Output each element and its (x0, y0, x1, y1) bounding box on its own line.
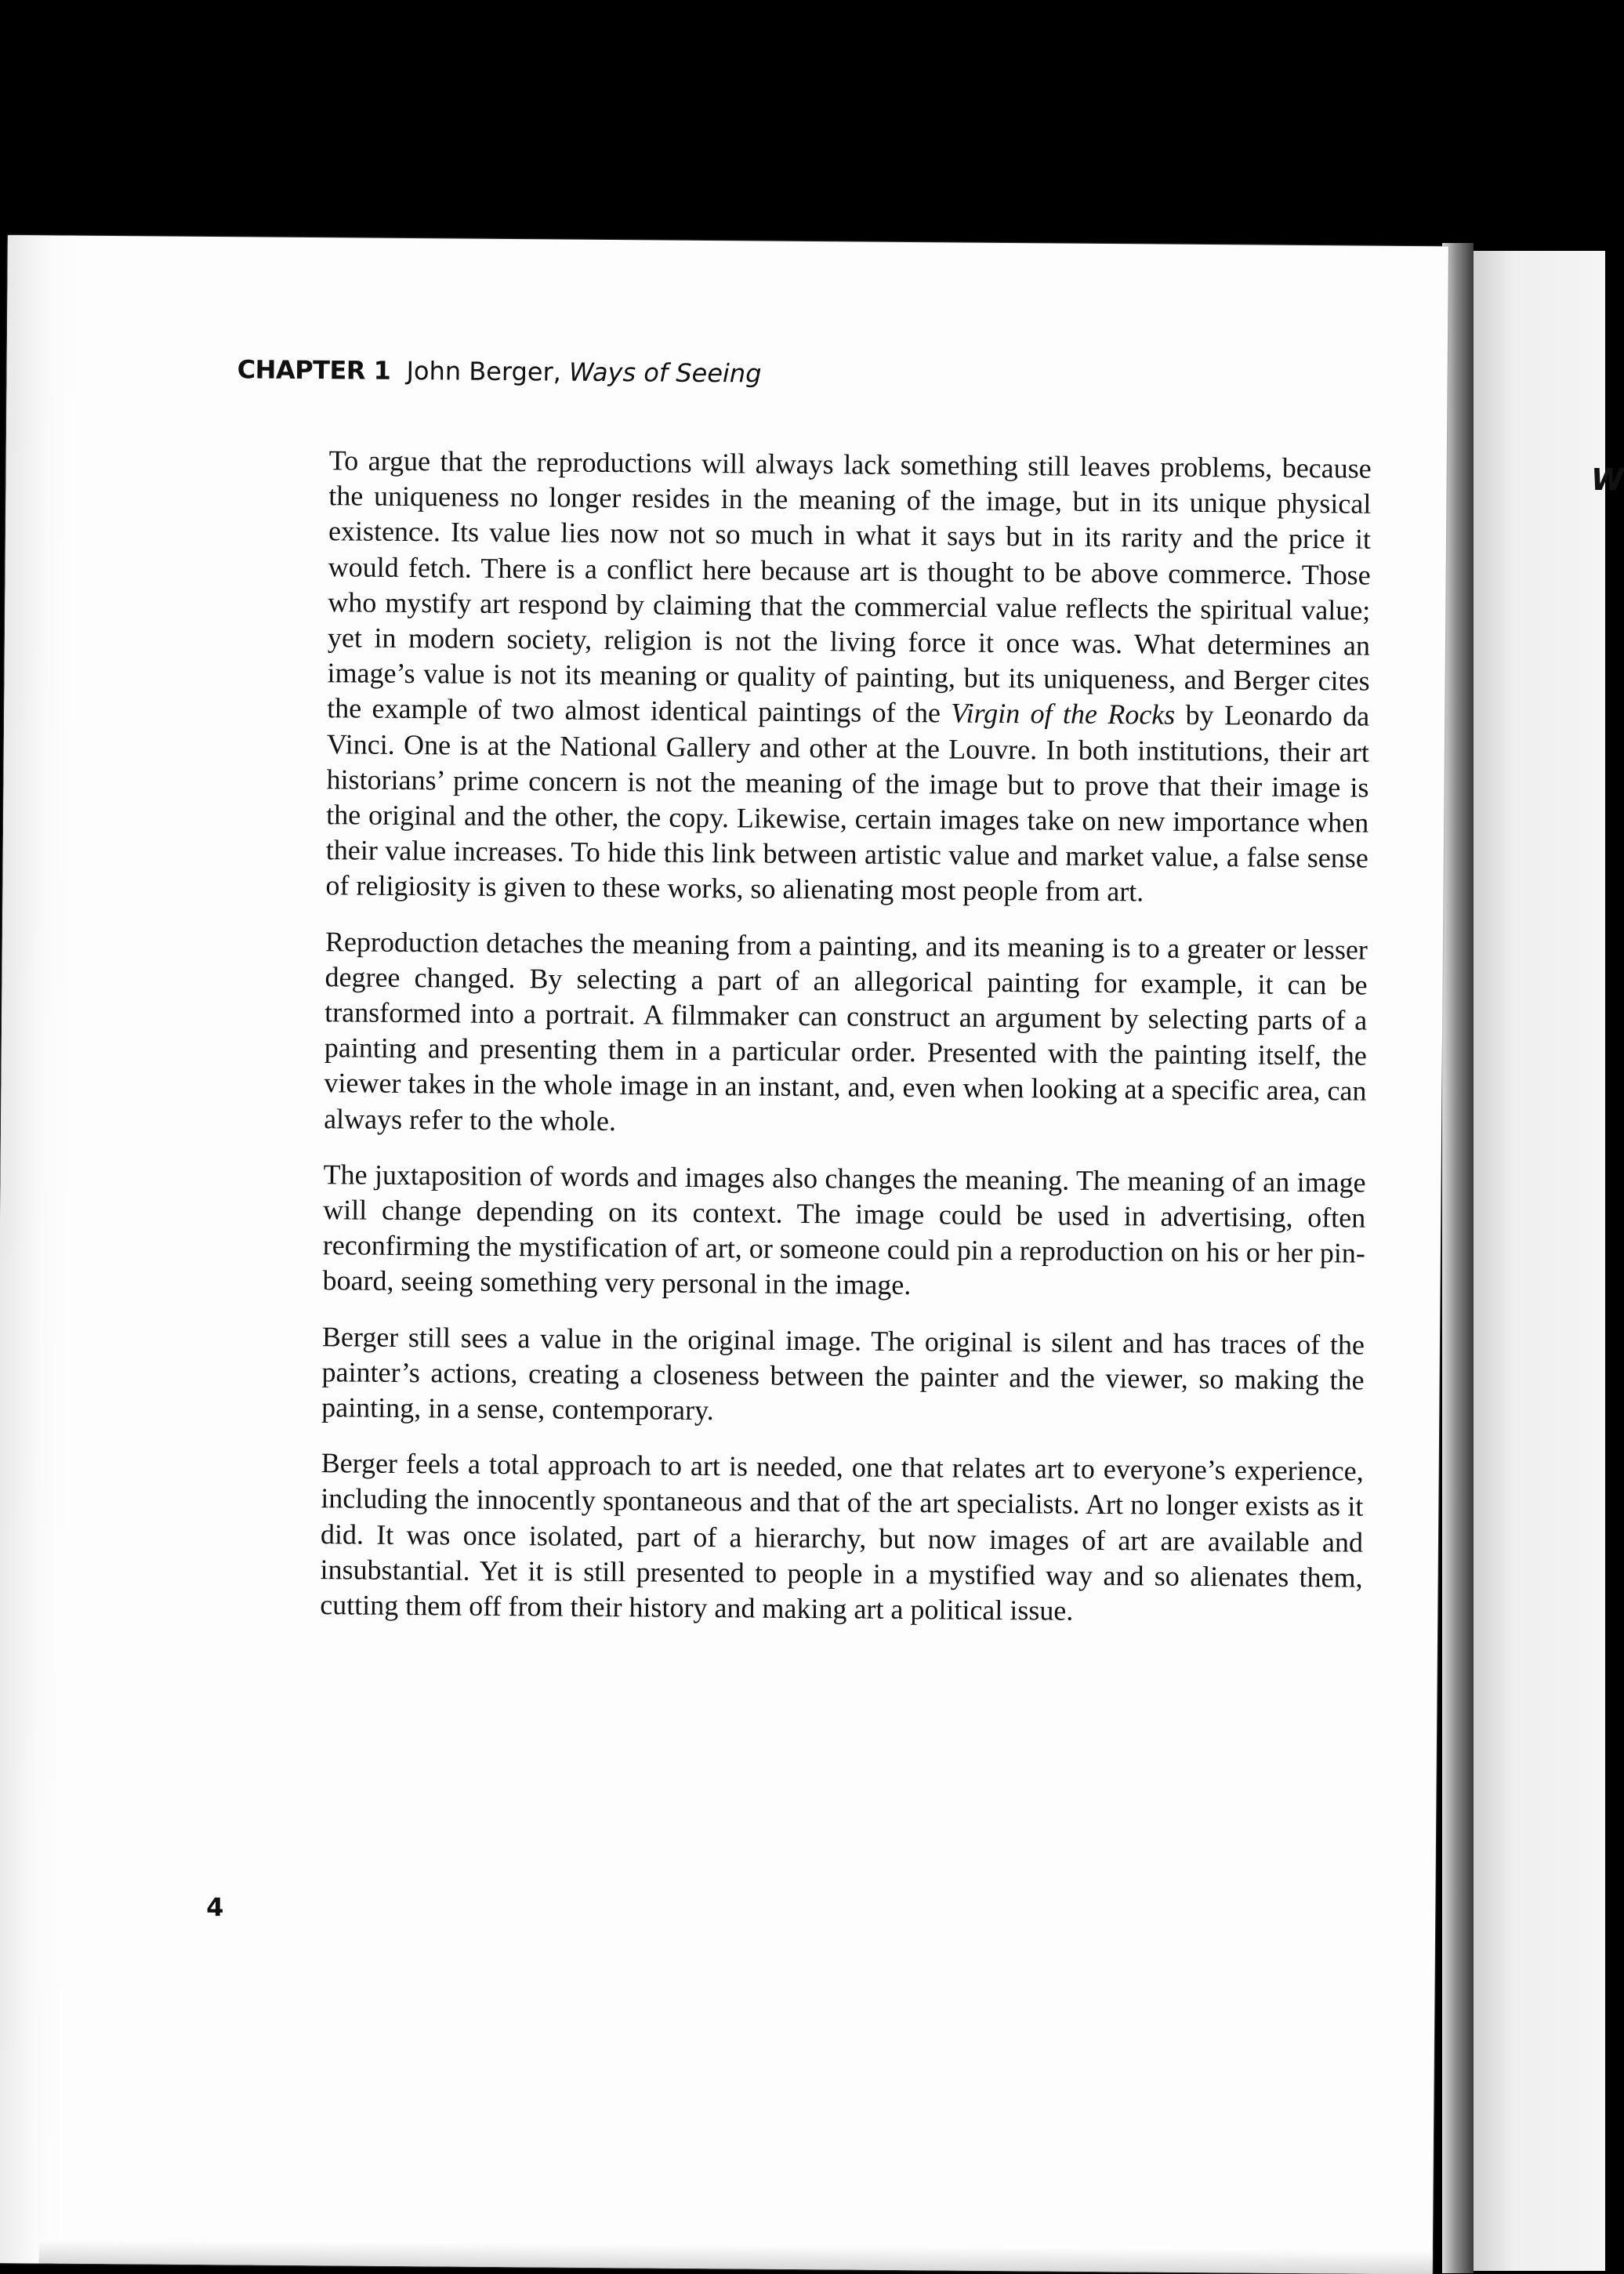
paragraph-5: Berger feels a total approach to art is needed, one that relates art to everyone’s experience, including the innocently spontaneous and that of the art specialists. Art no longer exists as it did. It was once isolated, part of a hierarchy, but now images of art are available and insubstantial. Yet it is still presented to people in a mystified way and so alienates them, cutting them off from their history and making art a political issue. (320, 1447, 1364, 1627)
body-text (320, 443, 1372, 1652)
page-bottom-shade (39, 2240, 1433, 2274)
chapter-label: CHAPTER 1 (237, 354, 391, 386)
paragraph-4: Berger still sees a value in the original image. The original is silent and has traces of the painter’s actions, creating a closeness between the painter and the viewer, so making the painting, in a sense, contemporary. (321, 1320, 1365, 1427)
page-gutter-shade (0, 235, 78, 2264)
book-title: Ways of Seeing (568, 357, 762, 389)
author-name: John Berger, (406, 356, 562, 387)
painting-title: Virgin of the Rocks (951, 697, 1176, 731)
paragraph-1-text-a: To argue that the reproductions will always lack something still leaves problems, because the uniqueness no longer resides in the meaning of the image, but in its unique physical existence. Its value lies now not so much in what it says but in its rarity and the price it would fetch. There is a conflict here because art is thought to be above commerce. Those who mystify art respond by claiming that the commercial value reflects the spiritual value; yet in modern society, religion is not the living force it once was. What determines an image’s value is not its meaning or quality of painting, but its uniqueness, and Berger cites the example of two almost identical paintings of the (327, 444, 1372, 729)
book-spine-shadow (1442, 243, 1474, 2273)
page-number: 4 (206, 1892, 224, 1923)
facing-page-letter: W (1591, 462, 1624, 497)
paragraph-2: Reproduction detaches the meaning from a painting, and its meaning is to a greater or lesser degree changed. By selecting a part of an allegorical painting for example, it can be transformed into a portrait. A filmmaker can construct an argument by selecting parts of a painting and presenting them in a particular order. Presented with the painting itself, the viewer takes in the whole image in an instant, and, even when looking at a specific area, can always refer to the whole. (324, 925, 1368, 1137)
facing-page-edge (1474, 251, 1624, 2271)
running-head (237, 354, 762, 388)
book-page (0, 235, 1448, 2274)
scan-background-top (0, 0, 1605, 235)
paragraph-1-text-b: by Leonardo da Vinci. One is at the National Gallery and other at the Louvre. In both institutions, their art historians’ prime concern is not the meaning of the image but to prove that their image is the original and the other, the copy. Likewise, certain images take on new importance when their value increases. To hide this link between artistic value and market value, a false sense of religiosity is given to these works, so alienating most people from art. (325, 699, 1370, 908)
paragraph-3: The juxtaposition of words and images also changes the meaning. The meaning of an image will change depending on its context. The image could be used in advertising, often reconfirming the mystification of art, or someone could pin a reproduction on his or her pin-board, seeing something very personal in the image. (322, 1159, 1366, 1301)
paragraph-1 (325, 443, 1372, 912)
